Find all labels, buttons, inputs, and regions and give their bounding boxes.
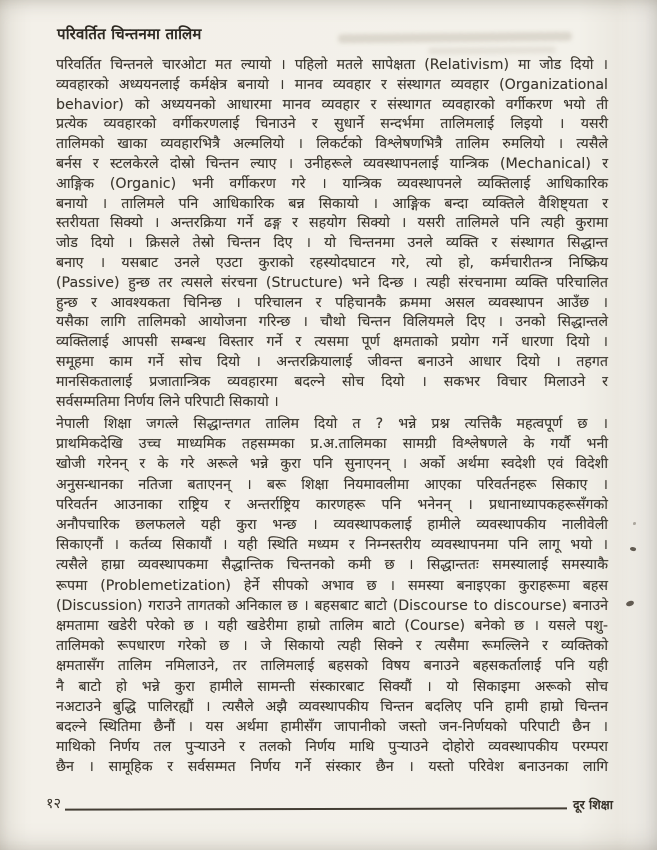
text-line: जोड दियो । क्रिसले तेस्रो चिन्तन दिए । यो चिन्तनमा उनले व्यक्ति र संस्थागत सिद्धान्त bbox=[56, 235, 608, 252]
text-line: (Discussion) गराउने तागतको अनिकाल छ । बहसबाट बाटो (Discourse to discourse) बनाउने bbox=[56, 597, 608, 614]
text-line: आङ्गिक (Organic) भनी वर्गीकरण गरे । यान्त्रिक व्यवस्थापनले व्यक्तिलाई आधिकारिक bbox=[56, 175, 608, 192]
page-title: परिवर्तित चिन्तनमा तालिम bbox=[57, 25, 202, 43]
text-line: नै बाटो हो भन्ने कुरा हामीले सामन्ती संस्कारबाट सिक्यौं । यो सिकाइमा अरूको सोच bbox=[56, 678, 608, 695]
text-line: छैन । सामूहिक र सर्वसम्मत निर्णय गर्ने संस्कार छैन । यस्तो परिवेश बनाउनका लागि bbox=[56, 759, 608, 776]
text-line: बनायो । तालिमले पनि आधिकारिक बन्न सिकायो । आङ्गिक बन्दा व्यक्तिले वैशिष्ट्यता र bbox=[56, 195, 608, 212]
text-line: प्रत्येक व्यवहारको वर्गीकरणलाई चिनाउने र सुधार्ने सन्दर्भमा तालिमलाई लिइयो । यसरी bbox=[56, 116, 608, 133]
text-line: हुन्छ र आवश्यकता चिनिन्छ । परिचालन र पहिचानकै क्रममा असल व्यवस्थापन आउँछ । bbox=[56, 294, 608, 311]
text-line: नअटाउने बुद्धि पालिरह्यौं । त्यसैले अझै व्यवस्थापकीय चिन्तन बदलिए पनि हामी हाम्रो चिन्तन bbox=[56, 698, 608, 715]
text-line: रूपमा (Problemetization) हेर्ने सीपको अभाव छ । समस्या बनाइएका कुराहरूमा बहस bbox=[56, 577, 608, 594]
text-line: यसैका लागि तालिमको आयोजना गरिन्छ । चौथो चिन्तन विलियमले दिए । उनको सिद्धान्तले bbox=[56, 314, 608, 331]
text-line: व्यवहारको अध्ययनलाई कर्मक्षेत्र बनायो । मानव व्यवहार र संस्थागत व्यवहार (Organizational bbox=[56, 76, 608, 93]
text-line: क्षमतामा खडेरी परेको छ । यही खडेरीमा हाम्रो तालिम बाटो (Course) बनेको छ । यसले पशु- bbox=[56, 618, 608, 635]
text-line: मानसिकतालाई प्रजातान्त्रिक व्यवहारमा बदल्ने सोच दियो । सकभर विचार मिलाउने र bbox=[56, 373, 608, 390]
text-line: अनौपचारिक छलफलले यही कुरा भन्छ । व्यवस्थापकलाई हामीले व्यवस्थापकीय नालीवेली bbox=[56, 517, 608, 534]
text-line: व्यक्तिलाई आपसी सम्बन्ध विस्तार गर्ने र त्यसमा पूर्ण क्षमताको प्रयोग गर्ने धारणा दियो । bbox=[56, 334, 608, 351]
text-line: बर्नस र स्टलकेरले दोस्रो चिन्तन ल्याए । उनीहरूले व्यवस्थापनलाई यान्त्रिक (Mechanical) र bbox=[56, 155, 608, 172]
footer-page-number: १२ bbox=[46, 796, 62, 812]
bleedthrough-smudge bbox=[338, 32, 572, 43]
text-line: नेपाली शिक्षा जगत्ले सिद्धान्तगत तालिम दियो त ? भन्ने प्रश्न त्यत्तिकै महत्वपूर्ण छ । bbox=[56, 416, 608, 432]
ink-speck bbox=[633, 522, 636, 525]
text-line: क्षमतासँग तालिम नमिलाउने, तर तालिमलाई बहसको विषय बनाउने बहसकर्तालाई पनि यही bbox=[56, 658, 608, 675]
text-line: खोजी गरेनन् र के गरे अरूले भन्ने कुरा पनि सुनाएनन् । अर्को अर्थमा स्वदेशी एवं विदेशी bbox=[56, 456, 608, 473]
bleedthrough-smudge bbox=[428, 46, 556, 54]
page-footer bbox=[46, 796, 613, 812]
text-line: बदल्ने स्थितिमा छैनौं । यस अर्थमा हामीसँग जापानीको जस्तो जन-निर्णयको परिपाटी छैन । bbox=[56, 719, 608, 736]
text-line: अनुसन्धानका नतिजा बताएनन् । बरू शिक्षा नियमावलीमा आएका परिवर्तनहरू सिकाए । bbox=[56, 476, 608, 493]
text-line: माथिको निर्णय तल पुऱ्याउने र तलको निर्णय माथि पुऱ्याउने दोहोरो व्यवस्थापकीय परम्परा bbox=[56, 739, 608, 756]
text-line: behavior) को अध्ययनको आधारमा मानव व्यवहार र संस्थागत व्यवहारको वर्गीकरण भयो ती bbox=[56, 96, 608, 113]
text-line: (Passive) हुन्छ तर त्यसले संरचना (Structure) भने दिन्छ । त्यही संरचनामा व्यक्ति परिचालित bbox=[56, 274, 608, 291]
text-line: सर्वसम्मतिमा निर्णय लिने परिपाटी सिकायो । bbox=[56, 393, 279, 410]
ink-speck bbox=[626, 600, 635, 607]
text-line: परिवर्तित चिन्तनले चारओटा मत ल्यायो । पहिलो मतले सापेक्षता (Relativism) मा जोड दियो । bbox=[56, 57, 608, 73]
paragraph-training-in-changed-thinking bbox=[56, 56, 608, 412]
ink-speck bbox=[630, 546, 637, 552]
text-line: परिवर्तन आउनाका राष्ट्रिय र अन्तर्राष्ट्रिय कारणहरू पनि भनेनन् । प्रधानाध्यापकहरूसँगको bbox=[56, 496, 608, 513]
text-line: स्तरीयता सिक्यो । अन्तरक्रिया गर्ने ढङ्ग र सहयोग सिक्यो । यसरी तालिमले पनि त्यही कुरामा bbox=[56, 215, 608, 232]
text-line: बनाए । यसबाट उनले एउटा कुराको रहस्योदघाटन गरे, त्यो हो, कर्मचारीतन्त्र निष्क्रिय bbox=[56, 254, 608, 271]
text-line: तालिमको खाका व्यवहारभित्रै अल्मलियो । लिकर्टको विश्लेषणभित्रै तालिम रुमलियो । त्यसैले bbox=[56, 136, 608, 153]
footer-rule bbox=[65, 807, 567, 810]
text-line: प्राथमिकदेखि उच्च माध्यमिक तहसम्मका प्र.अ.तालिमका सामग्री विश्लेषणले के गर्यौ भनी bbox=[56, 436, 608, 453]
text-line: त्यसैले हाम्रा व्यवस्थापकमा सैद्धान्तिक चिन्तनको कमी छ । सिद्धान्ततः समस्यालाई समस्याकै bbox=[56, 557, 608, 574]
footer-journal-title: दूर शिक्षा bbox=[572, 797, 613, 812]
paragraph-nepali-education-discussion bbox=[56, 414, 608, 778]
text-line: तालिमको रूपधारण गरेको छ । जे सिकायो त्यही सिक्ने र त्यसैमा रूमल्लिने र व्यक्तिको bbox=[56, 638, 608, 655]
text-line: सिकाएनौं । कर्तव्य सिकायौं । यही स्थिति मध्यम र निम्नस्तरीय व्यवस्थापनमा पनि लागू भयो । bbox=[56, 537, 608, 554]
text-line: समूहमा काम गर्ने सोच दियो । अन्तरक्रियालाई जीवन्त बनाउने आधार दियो । तहगत bbox=[56, 353, 608, 370]
